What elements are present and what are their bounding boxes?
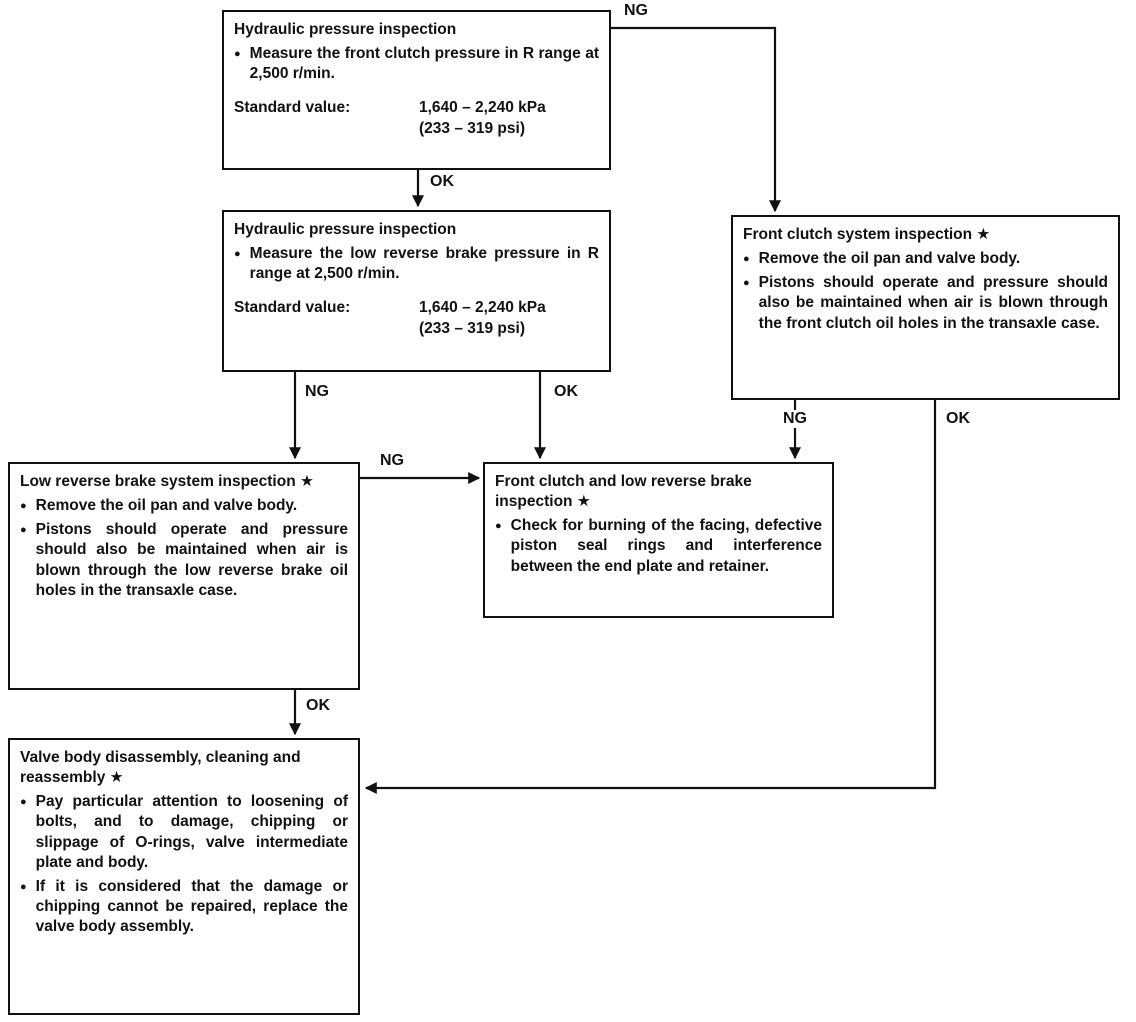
- bullet-item: [20, 792, 348, 873]
- edge-label-ng-top: NG: [624, 2, 648, 19]
- standard-value-label: Standard value:: [234, 299, 351, 317]
- bullet-item: [20, 496, 348, 516]
- flow-box-low-reverse-brake-system-inspection: [8, 462, 360, 690]
- standard-value-row: [234, 98, 599, 138]
- bullet-icon: ●: [234, 48, 241, 61]
- bullet-item: [234, 244, 599, 284]
- box-title: Low reverse brake system inspection ★: [20, 473, 314, 490]
- bullet-item: [743, 249, 1108, 269]
- flow-box-front-clutch-system-inspection: [731, 215, 1120, 400]
- flow-box-valve-body-disassembly: [8, 738, 360, 1015]
- standard-value-kpa: 1,640 – 2,240 kPa: [419, 299, 546, 317]
- bullet-text: Measure the front clutch pressure in R range at 2,500 r/min.: [249, 45, 599, 83]
- box-title: Hydraulic pressure inspection: [234, 21, 457, 38]
- bullet-item: [234, 44, 599, 84]
- edge-ng-to-front-clutch-system: [610, 28, 775, 211]
- flow-box-front-clutch-and-low-reverse-inspection: [483, 462, 834, 618]
- bullet-text: If it is considered that the damage or chipping cannot be repaired, replace the valve body assembly.: [35, 877, 348, 936]
- bullet-item: [20, 520, 348, 601]
- standard-value: [419, 298, 546, 338]
- bullet-text: Measure the low reverse brake pressure in R range at 2,500 r/min.: [249, 245, 599, 283]
- box-title: Valve body disassembly, cleaning and reassembly ★: [20, 749, 301, 787]
- edge-label-ng-front-clutch: NG: [783, 410, 807, 427]
- bullet-text: Pistons should operate and pressure should also be maintained when air is blown through the front clutch oil holes in the transaxle case.: [758, 274, 1108, 332]
- bullet-icon: ●: [234, 248, 241, 261]
- edge-label-ng-cross: NG: [380, 452, 404, 469]
- standard-value: [419, 98, 546, 138]
- bullet-icon: ●: [20, 880, 27, 893]
- bullet-text: Remove the oil pan and valve body.: [758, 250, 1021, 268]
- bullet-text: Check for burning of the facing, defective piston seal rings and interference between the end plate and retainer.: [510, 517, 822, 575]
- flow-box-hydraulic-pressure-low-reverse: [222, 210, 611, 372]
- bullet-item: [20, 877, 348, 937]
- bullet-icon: ●: [743, 253, 750, 266]
- standard-value-label: Standard value:: [234, 99, 351, 117]
- bullet-text: Pay particular attention to loosening of bolts, and to damage, chipping or slippage of O-rings, valve intermediate plate and body.: [35, 793, 348, 871]
- edge-label-ok-low-reverse: OK: [306, 697, 330, 714]
- box-title: Hydraulic pressure inspection: [234, 221, 457, 238]
- bullet-icon: ●: [20, 524, 27, 537]
- standard-value-psi: (233 – 319 psi): [419, 319, 525, 337]
- bullet-text: Pistons should operate and pressure should also be maintained when air is blown through the low reverse brake oil holes in the transaxle case.: [35, 521, 348, 599]
- bullet-item: [743, 273, 1108, 333]
- bullet-icon: ●: [743, 277, 750, 290]
- standard-value-kpa: 1,640 – 2,240 kPa: [419, 99, 546, 117]
- box-title: Front clutch and low reverse brake inspection ★: [495, 473, 752, 511]
- edge-label-ok-second: OK: [554, 383, 578, 400]
- edge-label-ok-front-clutch: OK: [946, 410, 970, 427]
- flow-box-hydraulic-pressure-front-clutch: [222, 10, 611, 170]
- standard-value-row: [234, 298, 599, 338]
- bullet-icon: ●: [495, 520, 502, 533]
- edge-label-ng-second: NG: [305, 383, 329, 400]
- bullet-item: [495, 516, 822, 576]
- bullet-text: Remove the oil pan and valve body.: [35, 497, 298, 515]
- box-title: Front clutch system inspection ★: [743, 226, 991, 243]
- bullet-icon: ●: [20, 796, 27, 809]
- bullet-icon: ●: [20, 500, 27, 513]
- edge-label-ok-top: OK: [430, 173, 454, 190]
- standard-value-psi: (233 – 319 psi): [419, 119, 525, 137]
